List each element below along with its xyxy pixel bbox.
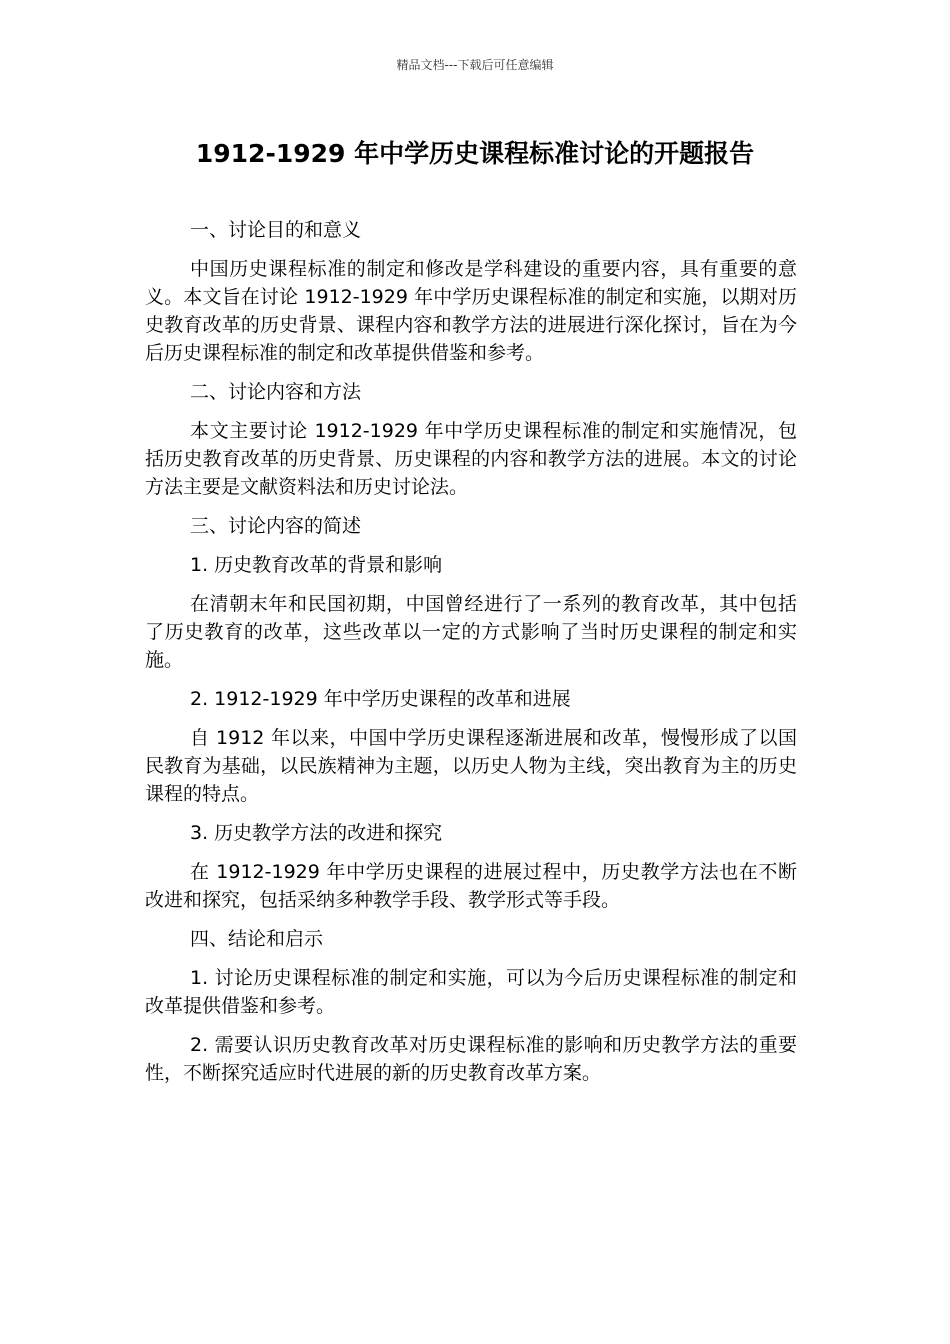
section-heading-purpose: 一、讨论目的和意义: [190, 219, 362, 241]
subsection-heading: 2. 1912-1929 年中学历史课程的改革和进展: [190, 688, 571, 710]
section-heading-conclusion: 四、结论和启示: [190, 928, 324, 950]
body-paragraph: 自 1912 年以来，中国中学历史课程逐渐进展和改革，慢慢形成了以国民教育为基础，以民族精神为主题，以历史人物为主线，突出教育为主的历史课程的特点。: [145, 727, 797, 805]
body-paragraph: 在清朝末年和民国初期，中国曾经进行了一系列的教育改革，其中包括了历史教育的改革，这些改革以一定的方式影响了当时历史课程的制定和实施。: [145, 593, 797, 671]
document-body: [145, 216, 797, 1098]
conclusion-item: 2. 需要认识历史教育改革对历史课程标准的影响和历史教学方法的重要性，不断探究适应时代进展的新的历史教育改革方案。: [145, 1034, 797, 1084]
page-header-note: 精品文档---下载后可任意编辑: [396, 58, 554, 72]
subsection-heading: 3. 历史教学方法的改进和探究: [190, 822, 443, 844]
body-paragraph: 本文主要讨论 1912-1929 年中学历史课程标准的制定和实施情况，包括历史教育改革的历史背景、历史课程的内容和教学方法的进展。本文的讨论方法主要是文献资料法和历史讨论法。: [145, 420, 797, 498]
body-paragraph: 中国历史课程标准的制定和修改是学科建设的重要内容，具有重要的意义。本文旨在讨论 1912-1929 年中学历史课程标准的制定和实施，以期对历史教育改革的历史背景、课程内容和教学方法的进展进行深化探讨，旨在为今后历史课程标准的制定和改革提供借鉴和参考。: [145, 258, 797, 364]
conclusion-item: 1. 讨论历史课程标准的制定和实施，可以为今后历史课程标准的制定和改革提供借鉴和参考。: [145, 967, 797, 1017]
section-heading-content-method: 二、讨论内容和方法: [190, 381, 362, 403]
body-paragraph: 在 1912-1929 年中学历史课程的进展过程中，历史教学方法也在不断改进和探究，包括采纳多种教学手段、教学形式等手段。: [145, 861, 797, 911]
subsection-heading: 1. 历史教育改革的背景和影响: [190, 554, 443, 576]
document-title: 1912-1929 年中学历史课程标准讨论的开题报告: [195, 139, 755, 168]
section-heading-summary: 三、讨论内容的简述: [190, 515, 362, 537]
